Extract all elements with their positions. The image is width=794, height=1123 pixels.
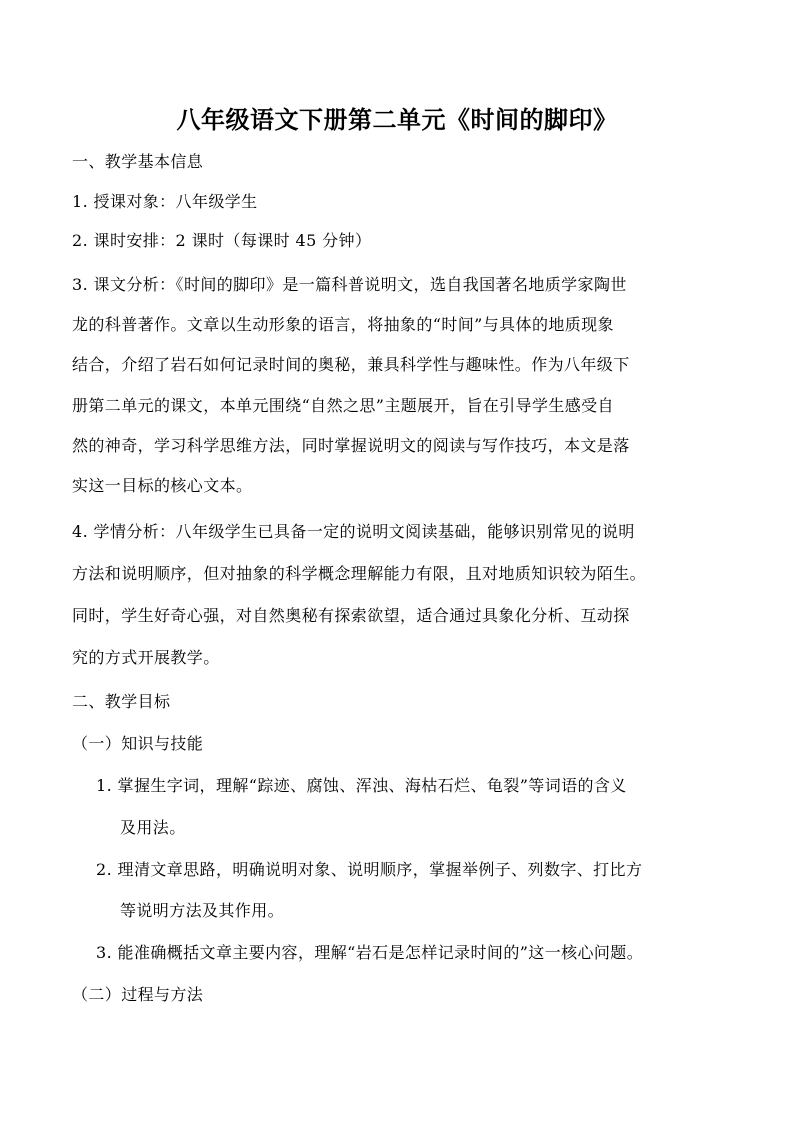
paragraph-line: 实这一目标的核心文本。 <box>72 476 253 495</box>
subsection-heading: （一）知识与技能 <box>72 734 204 753</box>
paragraph-line: 然的神奇，学习科学思维方法，同时掌握说明文的阅读与写作技巧，本文是落 <box>72 436 630 455</box>
list-item: 1. 授课对象：八年级学生 <box>72 192 258 211</box>
section-heading: 二、教学目标 <box>72 692 171 711</box>
paragraph-line: 3. 课文分析：《时间的脚印》是一篇科普说明文，选自我国著名地质学家陶世 <box>72 275 627 294</box>
paragraph-line: 龙的科普著作。文章以生动形象的语言，将抽象的“时间”与具体的地质现象 <box>72 315 614 334</box>
paragraph-line: 结合，介绍了岩石如何记录时间的奥秘，兼具科学性与趣味性。作为八年级下 <box>72 355 630 374</box>
subsection-heading: （二）过程与方法 <box>72 985 204 1004</box>
paragraph-line: 究的方式开展教学。 <box>72 648 220 667</box>
list-item: 3. 能准确概括文章主要内容，理解“岩石是怎样记录时间的”这一核心问题。 <box>96 943 644 962</box>
list-item: 及用法。 <box>120 818 186 837</box>
list-item: 等说明方法及其作用。 <box>120 901 285 920</box>
paragraph-line: 册第二单元的课文，本单元围绕“自然之思”主题展开，旨在引导学生感受自 <box>72 396 614 415</box>
paragraph-line: 同时，学生好奇心强，对自然奥秘有探索欲望，适合通过具象化分析、互动探 <box>72 606 630 625</box>
paragraph-line: 4. 学情分析：八年级学生已具备一定的说明文阅读基础，能够识别常见的说明 <box>72 522 635 541</box>
paragraph-line: 方法和说明顺序，但对抽象的科学概念理解能力有限，且对地质知识较为陌生。 <box>72 564 647 583</box>
list-item: 2. 课时安排：2 课时（每课时 45 分钟） <box>72 231 372 250</box>
list-item: 1. 掌握生字词，理解“踪迹、腐蚀、浑浊、海枯石烂、龟裂”等词语的含义 <box>96 776 627 795</box>
section-heading: 一、教学基本信息 <box>72 152 204 171</box>
list-item: 2. 理清文章思路，明确说明对象、说明顺序，掌握举例子、列数字、打比方 <box>96 860 643 879</box>
document-title: 八年级语文下册第二单元《时间的脚印》 <box>176 106 618 134</box>
